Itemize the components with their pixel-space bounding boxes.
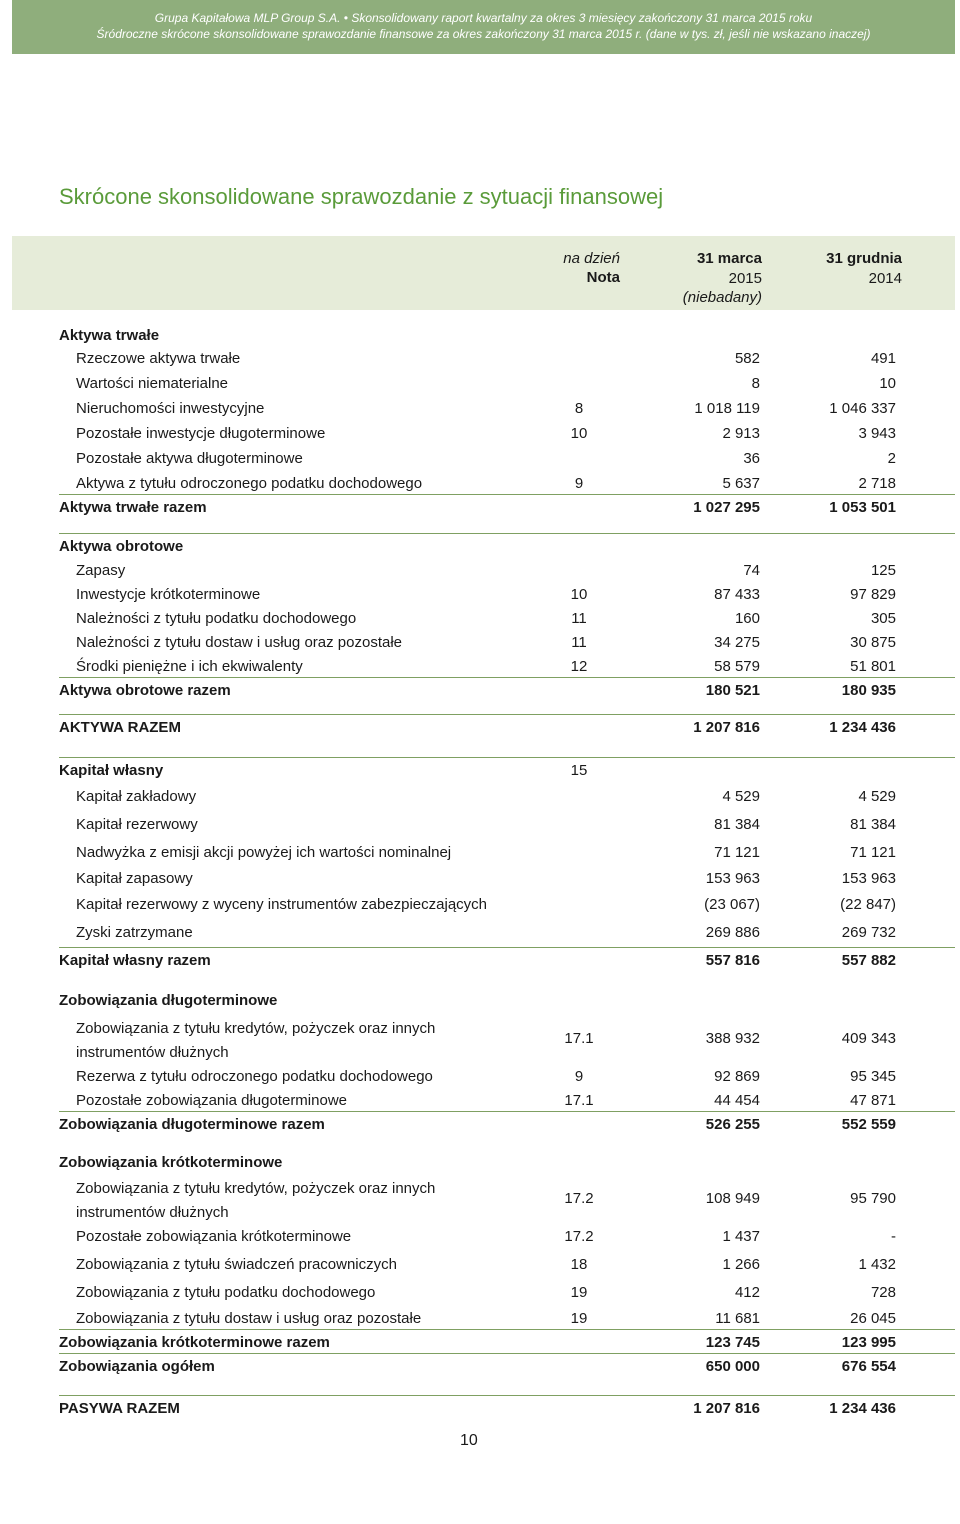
- row-value-2014: 123 995: [841, 1334, 896, 1351]
- row-nota: 8: [574, 400, 584, 417]
- row-nota: 9: [574, 1068, 584, 1085]
- row-label: Środki pieniężne i ich ekwiwalenty: [76, 658, 303, 675]
- row-label: Kapitał zakładowy: [76, 788, 197, 805]
- row-label: Kapitał zapasowy: [76, 870, 193, 887]
- section-heading-row: [0, 327, 960, 351]
- row-value-2015: 108 949: [705, 1190, 760, 1207]
- row-nota: 11: [571, 610, 587, 627]
- row-value-2015: 34 275: [714, 634, 760, 651]
- row-value-2015: 1 207 816: [693, 719, 760, 736]
- col-header-c2-line2: 2014: [868, 270, 902, 287]
- row-value-2015: 123 745: [705, 1334, 760, 1351]
- row-rule: [59, 494, 955, 495]
- row-label: Pozostałe aktywa długoterminowe: [76, 450, 303, 467]
- row-nota: 18: [570, 1256, 588, 1273]
- row-nota: 10: [570, 586, 588, 603]
- row-rule: [59, 1353, 955, 1354]
- row-value-2015: 582: [734, 350, 760, 367]
- row-value-2015: 5 637: [722, 475, 760, 492]
- row-value-2014: 491: [870, 350, 896, 367]
- row-value-2015: 180 521: [705, 682, 760, 699]
- table-row: [0, 1020, 960, 1061]
- table-row: [0, 1228, 960, 1252]
- row-label: Pozostałe zobowiązania długoterminowe: [76, 1092, 347, 1109]
- row-value-2014: 409 343: [841, 1030, 896, 1047]
- row-value-2014: 557 882: [841, 952, 896, 969]
- row-label: Zobowiązania ogółem: [59, 1358, 215, 1375]
- total-row: [0, 1400, 960, 1424]
- row-value-2014: 1 234 436: [829, 1400, 896, 1417]
- table-row: [0, 844, 960, 868]
- row-value-2015: 87 433: [714, 586, 760, 603]
- row-nota: 17.1: [564, 1030, 594, 1047]
- row-label: Kapitał rezerwowy z wyceny instrumentów zabezpieczających: [76, 896, 488, 913]
- row-label: Aktywa obrotowe razem: [59, 682, 231, 699]
- header-line-2: Śródroczne skrócone skonsolidowane sprawozdanie finansowe za okres zakończony 31 marca 2015 r. (dane w tys. zł, jeśli nie wskazano inaczej): [96, 27, 871, 41]
- table-row: [0, 924, 960, 948]
- table-row: [0, 610, 960, 634]
- row-value-2014: 97 829: [850, 586, 896, 603]
- row-value-2014: 95 790: [850, 1190, 896, 1207]
- row-value-2015: 44 454: [714, 1092, 760, 1109]
- table-row: [0, 375, 960, 399]
- section-heading-row: [0, 1154, 960, 1178]
- row-label: [76, 1017, 435, 1065]
- row-label: Zobowiązania długoterminowe razem: [59, 1116, 325, 1133]
- row-label: Nadwyżka z emisji akcji powyżej ich wartości nominalnej: [76, 844, 452, 861]
- page-header: [12, 0, 955, 54]
- row-value-2015: 388 932: [705, 1030, 760, 1047]
- row-label: AKTYWA RAZEM: [59, 719, 181, 736]
- section-heading-row: [0, 762, 960, 786]
- page-number: 10: [460, 1432, 478, 1449]
- table-row: [0, 1284, 960, 1308]
- row-label: Kapitał własny: [59, 762, 164, 779]
- row-value-2015: 1 027 295: [693, 499, 760, 516]
- row-rule: [59, 1111, 955, 1112]
- col-header-nota: Nota: [586, 269, 620, 286]
- row-value-2015: 2 913: [722, 425, 760, 442]
- row-value-2015: 153 963: [705, 870, 760, 887]
- row-value-2014: 81 384: [850, 816, 896, 833]
- header-line-1: Grupa Kapitałowa MLP Group S.A. • Skonsolidowany raport kwartalny za okres 3 miesięcy zakończony 31 marca 2015 roku: [154, 11, 813, 25]
- table-row: [0, 562, 960, 586]
- row-value-2014: 1 053 501: [829, 499, 896, 516]
- row-label: Aktywa z tytułu odroczonego podatku dochodowego: [76, 475, 423, 492]
- row-label: Zapasy: [76, 562, 126, 579]
- row-value-2014: 153 963: [841, 870, 896, 887]
- row-value-2014: -: [891, 1228, 896, 1245]
- row-value-2014: 2 718: [858, 475, 896, 492]
- row-value-2015: 1 018 119: [694, 400, 760, 417]
- row-value-2015: 4 529: [722, 788, 760, 805]
- row-nota: 9: [574, 475, 584, 492]
- row-label: Pozostałe zobowiązania krótkoterminowe: [76, 1228, 352, 1245]
- row-nota: 19: [570, 1284, 588, 1301]
- row-value-2014: 47 871: [850, 1092, 896, 1109]
- row-label: Kapitał własny razem: [59, 952, 211, 969]
- row-value-2014: 269 732: [841, 924, 896, 941]
- col-header-c2-line1: 31 grudnia: [826, 250, 902, 267]
- row-value-2014: 95 345: [850, 1068, 896, 1085]
- table-row: [0, 634, 960, 658]
- row-nota: 15: [570, 762, 588, 779]
- row-value-2015: 74: [743, 562, 760, 579]
- row-value-2015: (23 067): [704, 896, 760, 913]
- row-value-2014: 180 935: [841, 682, 896, 699]
- row-rule: [59, 677, 955, 678]
- row-value-2015: 557 816: [705, 952, 760, 969]
- row-value-2015: 92 869: [714, 1068, 760, 1085]
- row-value-2014: 1 234 436: [829, 719, 896, 736]
- row-label: Należności z tytułu podatku dochodowego: [76, 610, 357, 627]
- row-label: PASYWA RAZEM: [59, 1400, 180, 1417]
- row-label: Aktywa trwałe razem: [59, 499, 207, 516]
- col-header-c1-line3: (niebadany): [682, 289, 762, 306]
- table-row: [0, 896, 960, 920]
- table-row: [0, 1068, 960, 1092]
- row-value-2015: 81 384: [714, 816, 760, 833]
- row-nota: 17.2: [564, 1228, 594, 1245]
- row-value-2015: 36: [743, 450, 760, 467]
- row-nota: 10: [570, 425, 588, 442]
- row-value-2015: 526 255: [705, 1116, 760, 1133]
- row-label: Nieruchomości inwestycyjne: [76, 400, 265, 417]
- section-heading-row: [0, 538, 960, 562]
- table-row: [0, 1180, 960, 1221]
- row-value-2015: 8: [751, 375, 760, 392]
- row-value-2014: 125: [870, 562, 896, 579]
- table-row: [0, 475, 960, 499]
- row-label: Zobowiązania długoterminowe: [59, 992, 278, 1009]
- table-row: [0, 788, 960, 812]
- row-value-2014: 1 046 337: [829, 400, 896, 417]
- table-row: [0, 350, 960, 374]
- row-value-2015: 269 886: [705, 924, 760, 941]
- row-value-2015: 1 437: [722, 1228, 760, 1245]
- row-label: Aktywa trwałe: [59, 327, 160, 344]
- row-value-2014: 728: [870, 1284, 896, 1301]
- row-rule: [59, 1395, 955, 1396]
- row-rule: [59, 714, 955, 715]
- document-title: Skrócone skonsolidowane sprawozdanie z sytuacji finansowej: [59, 184, 664, 209]
- table-row: [0, 400, 960, 424]
- row-nota: 11: [571, 634, 587, 651]
- row-label: Rezerwa z tytułu odroczonego podatku dochodowego: [76, 1068, 433, 1085]
- total-row: [0, 952, 960, 976]
- row-value-2015: 650 000: [705, 1358, 760, 1375]
- row-nota: 12: [570, 658, 588, 675]
- row-value-2014: 676 554: [841, 1358, 896, 1375]
- row-label-line-1: Zobowiązania z tytułu kredytów, pożyczek oraz innych: [76, 1180, 436, 1197]
- row-value-2014: 51 801: [850, 658, 896, 675]
- total-row: [0, 499, 960, 523]
- row-label: Aktywa obrotowe: [59, 538, 184, 555]
- row-label: Zobowiązania z tytułu podatku dochodowego: [76, 1284, 376, 1301]
- row-value-2014: 1 432: [858, 1256, 896, 1273]
- row-value-2014: 10: [879, 375, 896, 392]
- total-row: [0, 1116, 960, 1140]
- row-value-2014: 30 875: [850, 634, 896, 651]
- row-value-2014: 71 121: [850, 844, 896, 861]
- row-value-2014: 26 045: [850, 1310, 896, 1327]
- col-header-na-dzien: na dzień: [563, 250, 620, 267]
- row-value-2015: 412: [734, 1284, 760, 1301]
- row-nota: 17.1: [564, 1092, 594, 1109]
- row-value-2014: 552 559: [841, 1116, 896, 1133]
- row-label: Rzeczowe aktywa trwałe: [76, 350, 241, 367]
- row-label: [76, 1177, 435, 1225]
- col-header-c1-line2: 2015: [728, 270, 762, 287]
- row-nota: 19: [570, 1310, 588, 1327]
- row-label: Kapitał rezerwowy: [76, 816, 198, 833]
- table-row: [0, 1256, 960, 1280]
- row-value-2015: 1 207 816: [693, 1400, 760, 1417]
- section-heading-row: [0, 992, 960, 1016]
- table-row: [0, 425, 960, 449]
- row-rule: [59, 1329, 955, 1330]
- table-row: [0, 450, 960, 474]
- row-value-2014: 3 943: [858, 425, 896, 442]
- table-row: [0, 1092, 960, 1116]
- row-value-2014: 305: [870, 610, 896, 627]
- row-label: Pozostałe inwestycje długoterminowe: [76, 425, 326, 442]
- row-label: Zyski zatrzymane: [76, 924, 193, 941]
- row-value-2015: 160: [734, 610, 760, 627]
- table-row: [0, 870, 960, 894]
- row-label: Inwestycje krótkoterminowe: [76, 586, 261, 603]
- table-row: [0, 586, 960, 610]
- row-label: Zobowiązania z tytułu dostaw i usług oraz pozostałe: [76, 1310, 422, 1327]
- row-label-line-2: instrumentów dłużnych: [76, 1044, 229, 1061]
- row-value-2015: 11 681: [715, 1310, 760, 1327]
- row-value-2015: 71 121: [714, 844, 760, 861]
- row-value-2015: 1 266: [722, 1256, 760, 1273]
- col-header-c1-line1: 31 marca: [696, 250, 762, 267]
- row-value-2014: 4 529: [858, 788, 896, 805]
- row-value-2015: 58 579: [714, 658, 760, 675]
- table-row: [0, 1310, 960, 1334]
- table-row: [0, 658, 960, 682]
- row-label: Zobowiązania z tytułu świadczeń pracowniczych: [76, 1256, 397, 1273]
- row-rule: [59, 947, 955, 948]
- row-label-line-2: instrumentów dłużnych: [76, 1204, 229, 1221]
- row-value-2014: (22 847): [840, 896, 896, 913]
- row-rule: [59, 533, 955, 534]
- row-label: Zobowiązania krótkoterminowe: [59, 1154, 283, 1171]
- total-row: [0, 719, 960, 743]
- row-nota: 17.2: [564, 1190, 594, 1207]
- row-rule: [59, 757, 955, 758]
- table-row: [0, 816, 960, 840]
- total-row: [0, 682, 960, 706]
- row-label-line-1: Zobowiązania z tytułu kredytów, pożyczek oraz innych: [76, 1020, 436, 1037]
- row-label: Należności z tytułu dostaw i usług oraz pozostałe: [76, 634, 403, 651]
- total-row: [0, 1334, 960, 1358]
- row-value-2014: 2: [887, 450, 896, 467]
- row-label: Zobowiązania krótkoterminowe razem: [59, 1334, 330, 1351]
- row-label: Wartości niematerialne: [76, 375, 228, 392]
- total-row: [0, 1358, 960, 1382]
